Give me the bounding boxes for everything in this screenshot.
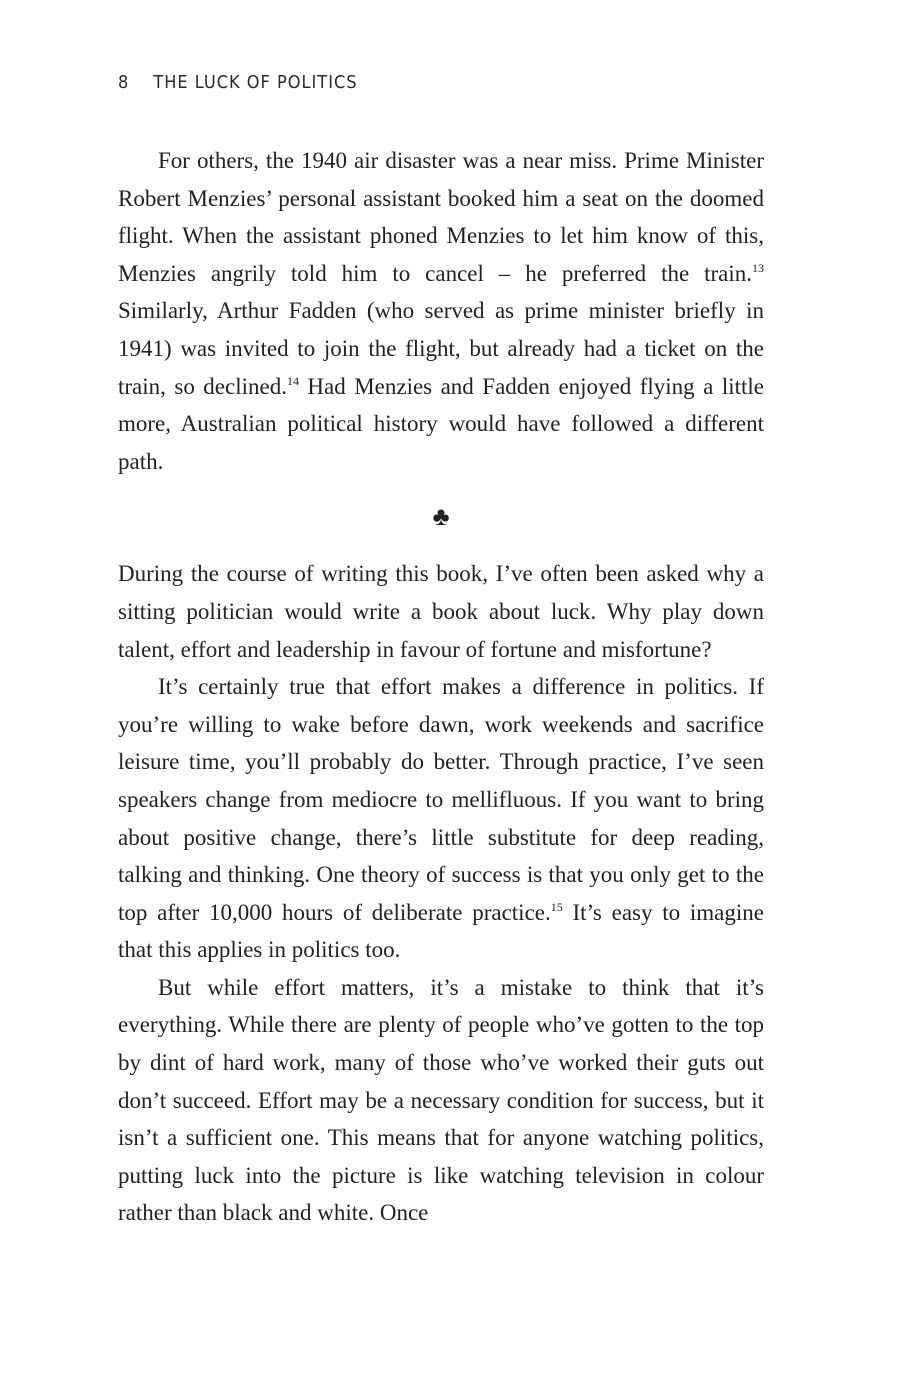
footnote-ref-13[interactable]: 13 (752, 260, 764, 275)
paragraph-3-text-b: It’s easy to imagine that this applies in politics too. (118, 899, 764, 963)
club-ornament-icon: ♣ (432, 502, 450, 532)
paragraph-2: During the course of writing this book, I’ve often been asked why a sitting politician would write a book about luck. Why play down talent, effort and leadership in favour of fortune and misfortune? (118, 561, 764, 662)
book-title: THE LUCK OF POLITICS (153, 72, 358, 93)
page-number: 8 (118, 72, 130, 93)
paragraph-1-text-a: For others, the 1940 air disaster was a near miss. Prime Minister Robert Menzies’ personal assistant booked him a seat on the doomed flight. When the assistant phoned Menzies to let him know of this, Menzies angrily told him to cancel – he preferred the train. (118, 148, 764, 286)
paragraph-1-text-c: Had Menzies and Fadden enjoyed flying a little more, Australian political history would have followed a different path. (118, 373, 764, 474)
paragraph-1-text-b: Similarly, Arthur Fadden (who served as prime minister briefly in 1941) was invited to join the flight, but already had a ticket on the train, so declined. (118, 298, 764, 399)
paragraph-3-text-a: It’s certainly true that effort makes a difference in politics. If you’re willing to wake before dawn, work weekends and sacrifice leisure time, you’ll probably do better. Through practice, I’ve seen speakers change from mediocre to mellifluous. If you want to bring about positive change, there’s little substitute for deep reading, talking and thinking. One theory of success is that you only get to the top after 10,000 hours of deliberate practice. (118, 674, 764, 925)
paragraph-1 (118, 142, 764, 480)
body-text (118, 142, 764, 1232)
footnote-ref-15[interactable]: 15 (550, 899, 563, 914)
footnote-ref-14[interactable]: 14 (286, 373, 299, 388)
paragraph-3 (118, 668, 764, 969)
running-head (118, 72, 358, 93)
paragraph-4: But while effort matters, it’s a mistake to think that it’s everything. While there are plenty of people who’ve gotten to the top by dint of hard work, many of those who’ve worked their guts out don’t succeed. Effort may be a necessary condition for success, but it isn’t a sufficient one. This means that for anyone watching politics, putting luck into the picture is like watching television in colour rather than black and white. Once (118, 974, 764, 1226)
